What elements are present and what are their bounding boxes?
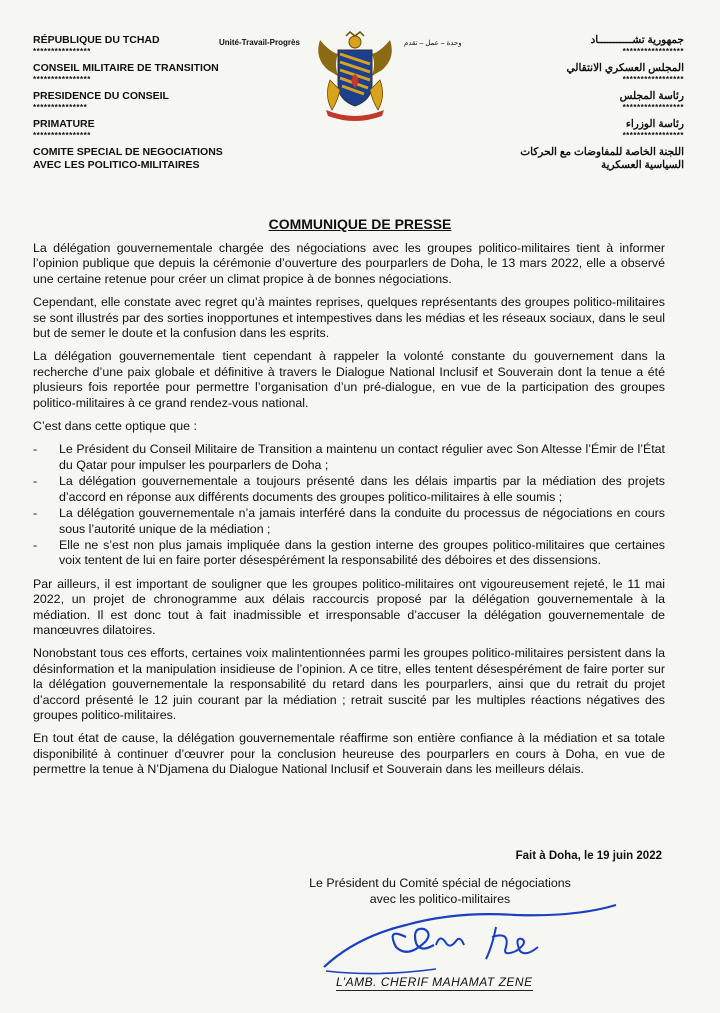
signatory-title-line-1: Le Président du Comité spécial de négociations <box>309 876 571 890</box>
header-right-stars-4: ***************** <box>622 131 684 140</box>
header-right-block <box>444 34 684 172</box>
header-left-line-1: RÉPUBLIQUE DU TCHAD <box>33 34 160 46</box>
header-right-line-3: رئاسة المجلس <box>619 90 684 102</box>
header-right-line-1: جمهورية تشـــــــــــاد <box>590 34 684 46</box>
issue-date: Fait à Doha, le 19 juin 2022 <box>515 850 662 862</box>
bullet-text: La délégation gouvernementale n’a jamais interféré dans la conduite du processus de négociations en cours sous l’autorité unique de la médiation ; <box>59 506 665 536</box>
header-right-line-6: السياسية العسكرية <box>600 159 684 171</box>
paragraph-3: La délégation gouvernementale tient cependant à rappeler la volonté constante du gouvernement dans la recherche d’une paix globale et définitive à travers le Dialogue National Inclusif et Souverain dont la tenue a été plusieurs fois reportée pour permettre l’organisation d’un pré-dialogue, en vue de la participation des groupes politico-militaires à ce grand rendez-vous national. <box>33 349 665 410</box>
bullet-item <box>33 538 665 569</box>
motto-french: Unité-Travail-Progrès <box>219 38 300 47</box>
header-left-block <box>33 34 263 172</box>
handwritten-signature <box>316 897 636 983</box>
chad-coat-of-arms-icon <box>308 30 402 122</box>
header-left-stars-3: *************** <box>33 103 88 112</box>
bullet-dash: - <box>33 474 38 489</box>
document-body <box>33 241 665 786</box>
bullet-text: La délégation gouvernementale a toujours présenté dans les délais impartis par la médiation des projets d’accord en réponse aux différents documents des groupes politico-militaires à elle soumis ; <box>59 474 665 504</box>
header-left-line-3: PRESIDENCE DU CONSEIL <box>33 90 169 102</box>
header-left-line-2: CONSEIL MILITAIRE DE TRANSITION <box>33 62 219 74</box>
header-left-stars-4: **************** <box>33 131 91 140</box>
header-right-line-2: المجلس العسكري الانتقالي <box>566 62 684 74</box>
signatory-title-line-2: avec les politico-militaires <box>369 892 511 906</box>
header-left-stars-1: **************** <box>33 47 91 56</box>
paragraph-5: Par ailleurs, il est important de souligner que les groupes politico-militaires ont vigoureusement rejeté, le 11 mai 2022, un projet de chronogramme aux délais raccourcis proposé par la délégation gouvernementale à la médiation. Il est donc tout à fait inadmissible et irresponsable d’accuser la délégation gouvernementale de manœuvres dilatoires. <box>33 576 665 637</box>
paragraph-2: Cependant, elle constate avec regret qu’à maintes reprises, quelques représentants des groupes politico-militaires se sont illustrés par des sorties inopportunes et intempestives dans les médias et les réseaux sociaux, dans le seul but de semer le doute et la confusion dans les esprits. <box>33 295 665 341</box>
header-right-line-4: رئاسة الوزراء <box>625 118 684 130</box>
paragraph-6: Nonobstant tous ces efforts, certaines voix malintentionnées parmi les groupes politico-militaires persistent dans la désinformation et la manipulation insidieuse de l’opinion. A ce titre, elles tentent désespérément de faire porter sur la délégation gouvernementale la responsabilité du retard dans les pourparlers, ainsi que du retrait du projet d’accord présenté le 12 juin courant par la médiation ; retrait suscité par les multiples réactions négatives des groupes politico-militaires. <box>33 646 665 722</box>
bullet-dash: - <box>33 442 38 457</box>
paragraph-1: La délégation gouvernementale chargée des négociations avec les groupes politico-militaires tient à informer l’opinion publique que depuis la cérémonie d’ouverture des pourparlers de Doha, le 13 mars 2022, elle a observé une certaine retenue pour créer un climat propice à de bonnes négociations. <box>33 241 665 286</box>
bullet-list <box>33 442 665 568</box>
bullet-text: Elle ne s’est non plus jamais impliquée dans la gestion interne des groupes politico-militaires que certaines voix tentent de lui en faire porter désespérément la responsabilité des déboires et des dissensions. <box>59 537 665 568</box>
bullet-dash: - <box>33 506 38 521</box>
header-right-stars-2: ***************** <box>622 75 684 84</box>
paragraph-7: En tout état de cause, la délégation gouvernementale réaffirme son entière confiance à la médiation et sa totale disponibilité à continuer d’œuvrer pour la conclusion heureuse des pourparlers en cours à Doha, en vue de permettre la tenue à N’Djamena du Dialogue National Inclusif et Souverain dans les meilleurs délais. <box>33 731 665 777</box>
bullet-item <box>33 442 665 473</box>
document-title: COMMUNIQUE DE PRESSE <box>268 216 452 232</box>
bullet-item <box>33 506 665 537</box>
header-left-line-5: COMITE SPECIAL DE NEGOCIATIONS <box>33 146 223 158</box>
paragraph-4: C’est dans cette optique que : <box>33 419 197 434</box>
bullet-item <box>33 474 665 505</box>
header-left-stars-2: **************** <box>33 75 91 84</box>
header-left-line-4: PRIMATURE <box>33 118 95 130</box>
bullet-dash: - <box>33 537 38 552</box>
header-right-stars-3: ***************** <box>622 103 684 112</box>
header-right-stars-1: ***************** <box>622 47 684 56</box>
motto-arabic: وحدة – عمل – تقدم <box>404 40 462 47</box>
header-left-line-6: AVEC LES POLITICO-MILITAIRES <box>33 159 200 171</box>
header-right-line-5: اللجنة الخاصة للمفاوضات مع الحركات <box>520 146 684 158</box>
bullet-text: Le Président du Conseil Militaire de Transition a maintenu un contact régulier avec Son Altesse l’Émir de l’État du Qatar pour impulser les pourparlers de Doha ; <box>59 442 665 472</box>
signatory-name: L’AMB. CHERIF MAHAMAT ZENE <box>336 975 533 989</box>
